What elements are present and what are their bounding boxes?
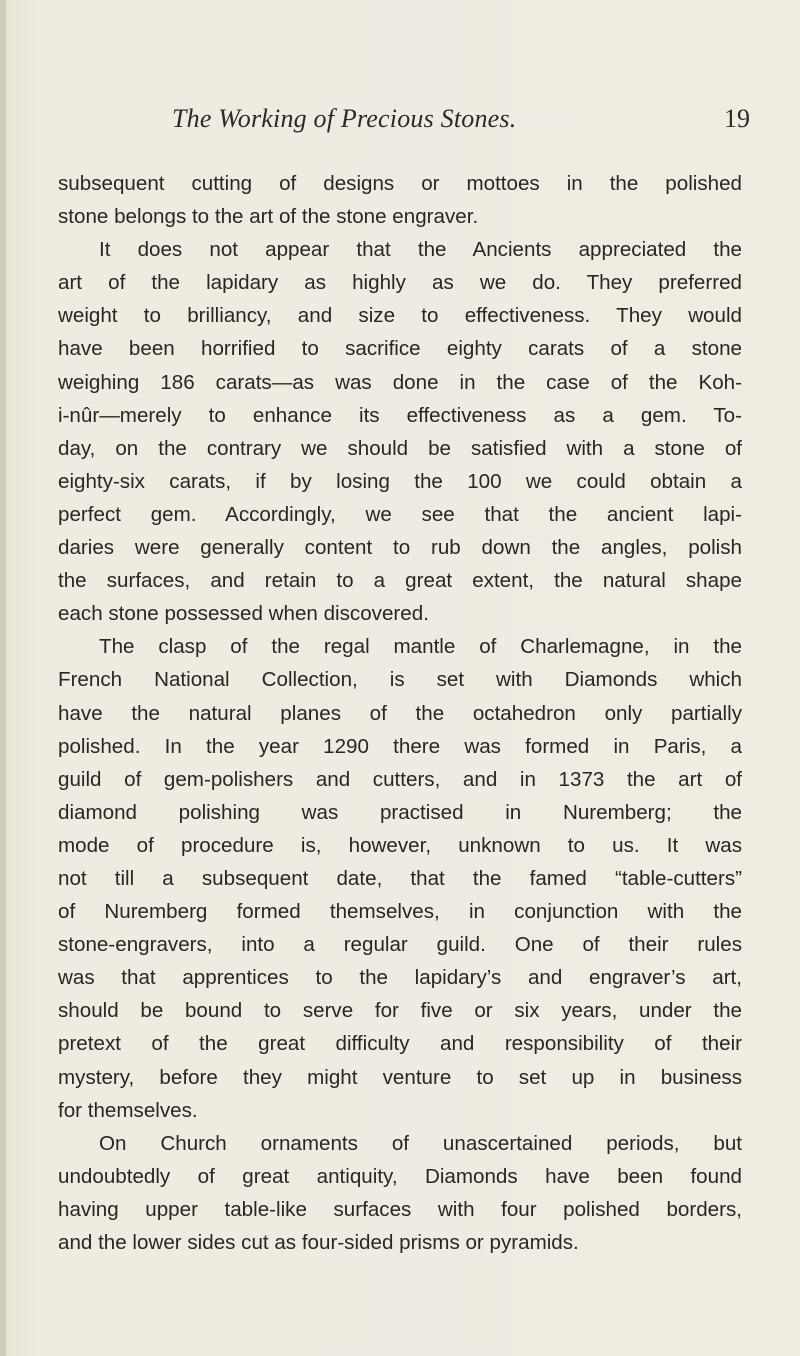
- text-line: pretext of the great difficulty and responsibility of their: [58, 1032, 742, 1056]
- text-line: day, on the contrary we should be satisfied with a stone of: [58, 436, 742, 460]
- text-line: should be bound to serve for five or six years, under the: [58, 999, 742, 1023]
- text-line: have the natural planes of the octahedron only partially: [58, 701, 742, 725]
- page-number: 19: [724, 104, 750, 133]
- text-line: subsequent cutting of designs or mottoes in the polished: [58, 172, 742, 195]
- text-line: stone-engravers, into a regular guild. One of their rules: [58, 933, 742, 957]
- text-line: daries were generally content to rub down the angles, polish: [58, 536, 742, 560]
- text-line: polished. In the year 1290 there was formed in Paris, a: [58, 734, 742, 758]
- running-title: The Working of Precious Stones.: [172, 104, 517, 133]
- page-gutter-edge: [0, 0, 6, 1356]
- text-line: undoubtedly of great antiquity, Diamonds have been found: [58, 1164, 742, 1188]
- text-line: eighty-six carats, if by losing the 100 we could obtain a: [58, 469, 742, 493]
- text-line: the surfaces, and retain to a great extent, the natural shape: [58, 569, 742, 593]
- body-text: [58, 167, 742, 1259]
- running-header: [0, 104, 800, 138]
- text-line: The clasp of the regal mantle of Charlemagne, in the: [99, 635, 742, 659]
- text-line: was that apprentices to the lapidary’s and engraver’s art,: [58, 966, 742, 990]
- text-line: guild of gem-polishers and cutters, and in 1373 the art of: [58, 767, 742, 791]
- text-line: and the lower sides cut as four-sided prisms or pyramids.: [58, 1231, 579, 1254]
- text-line: for themselves.: [58, 1098, 198, 1122]
- text-line: art of the lapidary as highly as we do. They preferred: [58, 271, 742, 295]
- text-line: not till a subsequent date, that the famed “table-cutters”: [58, 866, 742, 890]
- text-line: mystery, before they might venture to set up in business: [58, 1065, 742, 1089]
- text-line: mode of procedure is, however, unknown to us. It was: [58, 833, 742, 857]
- text-line: of Nuremberg formed themselves, in conjunction with the: [58, 900, 742, 924]
- text-line: each stone possessed when discovered.: [58, 602, 429, 626]
- text-line: i-nûr—merely to enhance its effectiveness as a gem. To-: [58, 403, 742, 427]
- text-line: stone belongs to the art of the stone engraver.: [58, 205, 479, 229]
- text-line: diamond polishing was practised in Nuremberg; the: [58, 800, 742, 824]
- text-line: have been horrified to sacrifice eighty carats of a stone: [58, 337, 742, 361]
- text-line: weighing 186 carats—as was done in the case of the Koh-: [58, 370, 742, 394]
- text-line: French National Collection, is set with Diamonds which: [58, 668, 742, 692]
- text-line: On Church ornaments of unascertained periods, but: [99, 1131, 742, 1155]
- text-line: It does not appear that the Ancients appreciated the: [99, 238, 742, 262]
- text-line: weight to brilliancy, and size to effectiveness. They would: [58, 304, 742, 328]
- text-line: perfect gem. Accordingly, we see that the ancient lapi-: [58, 502, 742, 526]
- text-line: having upper table-like surfaces with four polished borders,: [58, 1197, 742, 1221]
